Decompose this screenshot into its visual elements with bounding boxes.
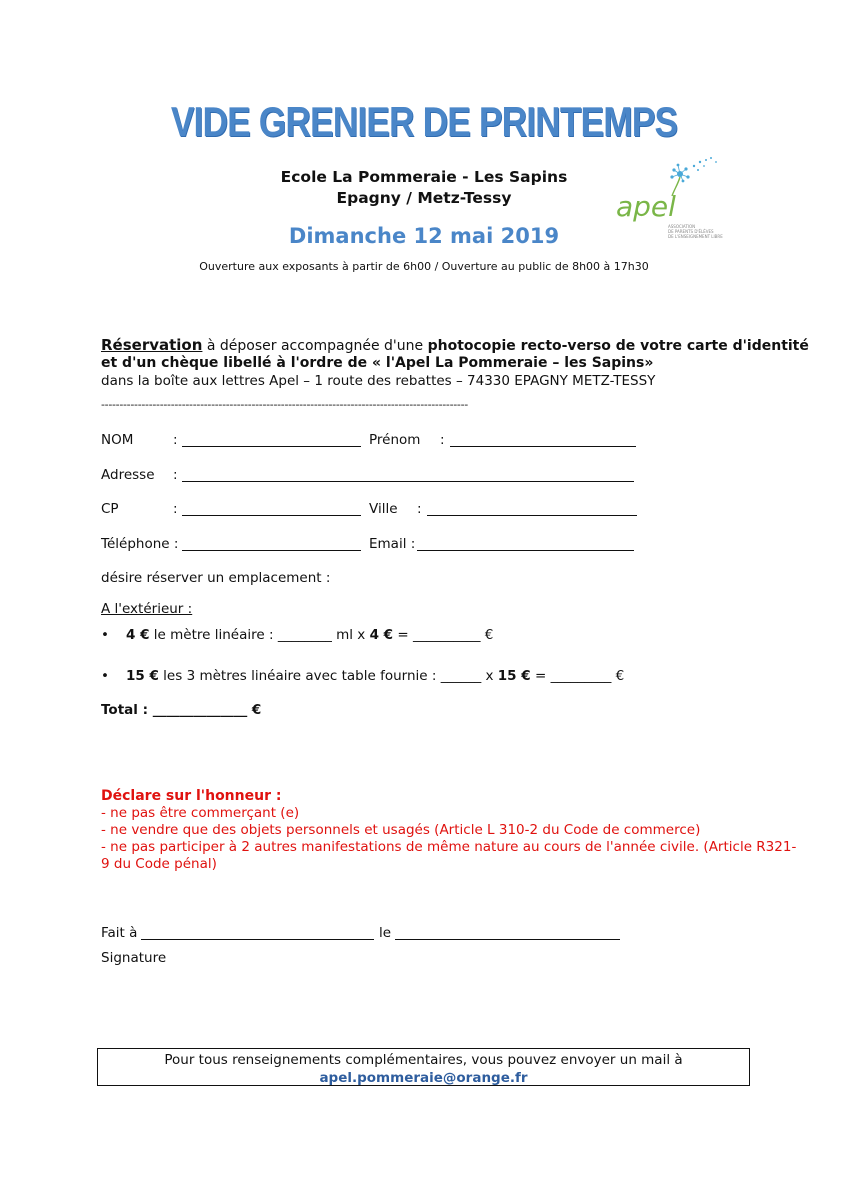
prenom-label: Prénom bbox=[369, 432, 421, 448]
page-title: VIDE GRENIER DE PRINTEMPS bbox=[170, 98, 678, 145]
svg-text:DE L'ENSEIGNEMENT LIBRE: DE L'ENSEIGNEMENT LIBRE bbox=[668, 234, 723, 239]
total-line: Total : ______________ € bbox=[101, 702, 262, 718]
separator-line: ---------------------------------------------------------------------------------------------------- bbox=[101, 398, 468, 411]
nom-label: NOM bbox=[101, 432, 134, 448]
bullet-item-2: • 15 € les 3 mètres linéaire avec table fournie : ______ x 15 € = _________ € bbox=[101, 668, 625, 684]
footer-email-link[interactable]: apel.pommeraie@orange.fr bbox=[319, 1070, 528, 1086]
ville-colon: : bbox=[417, 501, 422, 517]
telephone-input[interactable] bbox=[182, 537, 361, 551]
email-label: Email : bbox=[369, 536, 416, 552]
signature-label: Signature bbox=[101, 950, 167, 966]
nom-input[interactable] bbox=[182, 433, 361, 447]
declaration-item: - ne pas être commerçant (e) bbox=[101, 805, 300, 821]
dandelion-icon bbox=[612, 152, 732, 244]
declaration-item: - ne pas participer à 2 autres manifestations de même nature au cours de l'année civile. (Article R321- bbox=[101, 839, 797, 855]
declaration-heading: Déclare sur l'honneur : bbox=[101, 788, 282, 804]
total-input[interactable]: ______________ bbox=[152, 702, 248, 718]
ville-input[interactable] bbox=[427, 502, 637, 516]
apel-logo bbox=[612, 152, 732, 244]
prenom-colon: : bbox=[440, 432, 445, 448]
reservation-address: dans la boîte aux lettres Apel – 1 route des rebattes – 74330 EPAGNY METZ-TESSY bbox=[101, 373, 656, 389]
exterior-label: A l'extérieur : bbox=[101, 601, 193, 617]
telephone-label: Téléphone : bbox=[101, 536, 179, 552]
cp-label: CP bbox=[101, 501, 119, 517]
nom-colon: : bbox=[173, 432, 178, 448]
email-input[interactable] bbox=[417, 537, 634, 551]
logo-text: apel bbox=[616, 190, 676, 223]
bullet-icon: • bbox=[101, 668, 109, 684]
bullet-icon: • bbox=[101, 627, 109, 643]
footer-text: Pour tous renseignements complémentaires, vous pouvez envoyer un mail à bbox=[164, 1052, 683, 1068]
le-input[interactable] bbox=[395, 926, 620, 940]
adresse-colon: : bbox=[173, 467, 178, 483]
school-name: Ecole La Pommeraie - Les Sapins bbox=[280, 168, 568, 186]
reservation-label: Réservation bbox=[101, 336, 203, 354]
fait-input[interactable] bbox=[141, 926, 374, 940]
reservation-line1: Réservation à déposer accompagnée d'une photocopie recto-verso de votre carte d'identité bbox=[101, 336, 809, 354]
svg-text:DE PARENTS D'ÉLÈVES: DE PARENTS D'ÉLÈVES bbox=[668, 229, 714, 234]
le-label: le bbox=[379, 925, 392, 941]
declaration-item: - ne vendre que des objets personnels et usagés (Article L 310-2 du Code de commerce) bbox=[101, 822, 701, 838]
footer-info-box bbox=[97, 1048, 750, 1086]
ville-label: Ville bbox=[369, 501, 398, 517]
adresse-label: Adresse bbox=[101, 467, 155, 483]
bullet-item-1: • 4 € le mètre linéaire : ________ ml x 4 € = __________ € bbox=[101, 627, 494, 643]
cp-colon: : bbox=[173, 501, 178, 517]
school-location: Epagny / Metz-Tessy bbox=[336, 189, 512, 207]
desire-text: désire réserver un emplacement : bbox=[101, 570, 331, 586]
event-date: Dimanche 12 mai 2019 bbox=[288, 224, 560, 248]
cp-input[interactable] bbox=[182, 502, 361, 516]
svg-text:ASSOCIATION: ASSOCIATION bbox=[668, 224, 696, 229]
reservation-line2: et d'un chèque libellé à l'ordre de « l'Apel La Pommeraie – les Sapins» bbox=[101, 355, 654, 371]
adresse-input[interactable] bbox=[182, 468, 634, 482]
opening-hours: Ouverture aux exposants à partir de 6h00 / Ouverture au public de 8h00 à 17h30 bbox=[199, 260, 649, 273]
fait-label: Fait à bbox=[101, 925, 138, 941]
declaration-item: 9 du Code pénal) bbox=[101, 856, 217, 872]
prenom-input[interactable] bbox=[450, 433, 636, 447]
